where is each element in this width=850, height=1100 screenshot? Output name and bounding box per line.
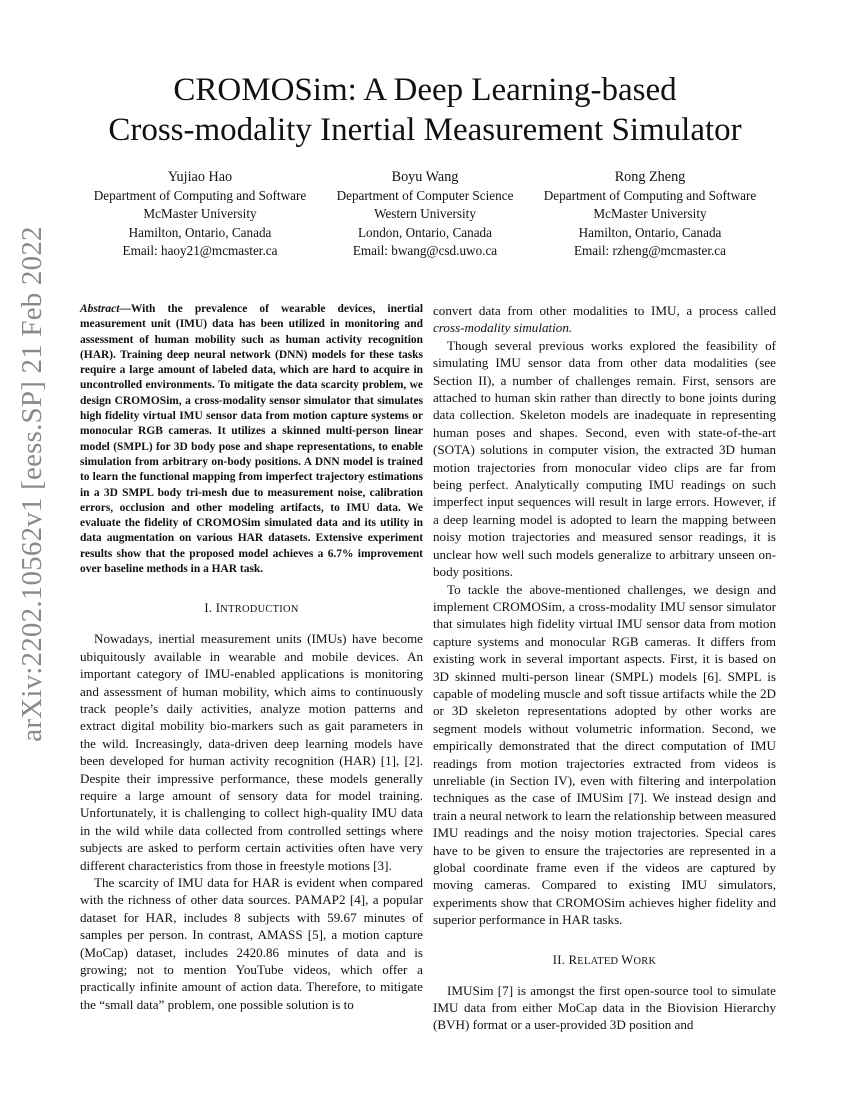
author-name: Yujiao Hao (167, 169, 233, 185)
section-heading-related-work: II. RELATED WORK (552, 952, 657, 967)
abstract (80, 302, 423, 577)
author-name: Rong Zheng (614, 169, 686, 185)
author-block (75, 168, 325, 261)
section-heading-introduction: I. INTRODUCTION (204, 601, 299, 616)
author-department: Department of Computer Science (336, 187, 514, 203)
paragraph: convert data from other modalities to IMU, a process called cross-modality simulation. (433, 303, 776, 336)
arxiv-identifier-stamp: arXiv:2202.10562v1 [eess.SP] 21 Feb 2022 (16, 226, 48, 742)
author-block (525, 168, 775, 261)
right-column (433, 302, 776, 1034)
author-university: McMaster University (143, 206, 257, 221)
author-university: Western University (374, 206, 476, 221)
paragraph: To tackle the above-mentioned challenges, we design and implement CROMOSim, a cross-modality IMU sensor simulator that simulates high fidelity virtual IMU sensor data from motion capture systems and monocular RGB cameras. It differs from existing work in several important aspects. First, it is based on 3D skinned multi-person linear (SMPL) models [6]. SMPL is capable of modeling muscle and soft tissue artifacts while the 2D or 3D skeleton representations adopted by other works are segment models without volumetric information. Second, we empirically demonstrated that the direct computation of IMU readings from motion trajectories extracted from videos is unreliable (in Section IV), even with filtering and interpolation techniques as the case of IMUSim [7]. We instead design and train a neural network to learn the relationship between measured IMU readings and the noisy motion trajectories. Special cares have to be given to ensure the trajectories are represented in a global coordinate frame even if the videos are captured by moving cameras. Compared to existing IMU simulators, experiments show that CROMOSim achieves higher fidelity and superior performance in HAR tasks. (433, 581, 776, 928)
author-location: Hamilton, Ontario, Canada (578, 224, 722, 240)
author-email: Email: bwang@csd.uwo.ca (352, 243, 498, 258)
author-email: Email: haoy21@mcmaster.ca (122, 243, 278, 258)
author-location: London, Ontario, Canada (357, 224, 493, 240)
paper-title-line-2: Cross-modality Inertial Measurement Simulator (108, 112, 742, 148)
author-location: Hamilton, Ontario, Canada (128, 224, 272, 240)
paragraph: The scarcity of IMU data for HAR is evident when compared with the richness of other data sources. PAMAP2 [4], a popular dataset for HAR, includes 8 subjects with 59.67 minutes of samples per person. In contrast, AMASS [5], a motion capture (MoCap) dataset, includes 2420.86 minutes of data and is growing; not to mention YouTube videos, which offer a practically infinite amount of action data. Therefore, to mitigate the “small data” problem, one possible solution is to (80, 875, 423, 1012)
left-column (80, 302, 423, 1013)
author-name: Boyu Wang (391, 169, 459, 185)
paragraph: Nowadays, inertial measurement units (IMUs) have become ubiquitously available in wearable and mobile devices. An important category of IMU-enabled applications is monitoring and assessment of human mobility, which aims to continuously track people’s daily activities, analyze motion patterns and extract digital mobility bio-markers such as gait parameters in the wild. Increasingly, data-driven deep learning models have been developed for human activity recognition (HAR) [1], [2]. Despite their impressive performance, these models generally require a large amount of sensory data for model training. Unfortunately, it is challenging to collect high-quality IMU data in the wild while data collected from controlled settings where subjects are asked to perform certain activities often have very different characteristics from those in freestyle motions [3]. (80, 631, 423, 873)
paragraph: Though several previous works explored the feasibility of simulating IMU sensor data from other data modalities (see Section II), a number of challenges remain. First, sensors are attached to human skin rather than directly to bone joints during data collection. Skeleton models are inadequate in representing human poses and shapes. Second, even with state-of-the-art (SOTA) solutions in computer vision, the extracted 3D human motion trajectories from monocular video clips are far from being perfect. Analytically computing IMU readings on such imperfect input sequences will result in large errors. However, if a deep learning model is adopted to learn the mapping between noisy motion trajectories and measured sensor readings, it is unclear how well such models generalize to arbitrary unseen on-body positions. (433, 337, 776, 580)
paper-title-line-1: CROMOSim: A Deep Learning-based (173, 72, 677, 108)
abstract-label: Abstract (80, 303, 120, 315)
author-email: Email: rzheng@mcmaster.ca (573, 243, 727, 258)
paragraph: IMUSim [7] is amongst the first open-source tool to simulate IMU data from either MoCap data in the Biovision Hierarchy (BVH) format or a user-provided 3D position and (433, 982, 776, 1033)
author-department: Department of Computing and Software (93, 187, 307, 203)
abstract-body: —With the prevalence of wearable devices, inertial measurement unit (IMU) data has been utilized in monitoring and assessment of human mobility such as human activity recognition (HAR). Training deep neural network (DNN) models for these tasks require a large amount of labeled data, which are hard to acquire in uncontrolled environments. To mitigate the data scarcity problem, we design CROMOSim, a cross-modality sensor simulator that simulates high fidelity virtual IMU sensor data from motion capture systems or monocular RGB cameras. It utilizes a skinned multi-person linear model (SMPL) for 3D body pose and shape representations, to enable simulation from arbitrary on-body positions. A DNN model is trained to learn the functional mapping from imperfect trajectory estimations in a 3D SMPL body tri-mesh due to measurement noise, calibration errors, occlusion and other modeling artifacts, to IMU data. We evaluate the fidelity of CROMOSim simulated data and its utility in data augmentation on various HAR datasets. Extensive experiment results show that the proposed model achieves a 6.7% improvement over baseline methods in a HAR task. (80, 303, 423, 576)
author-university: McMaster University (593, 206, 707, 221)
author-block (300, 168, 550, 261)
author-department: Department of Computing and Software (543, 187, 757, 203)
